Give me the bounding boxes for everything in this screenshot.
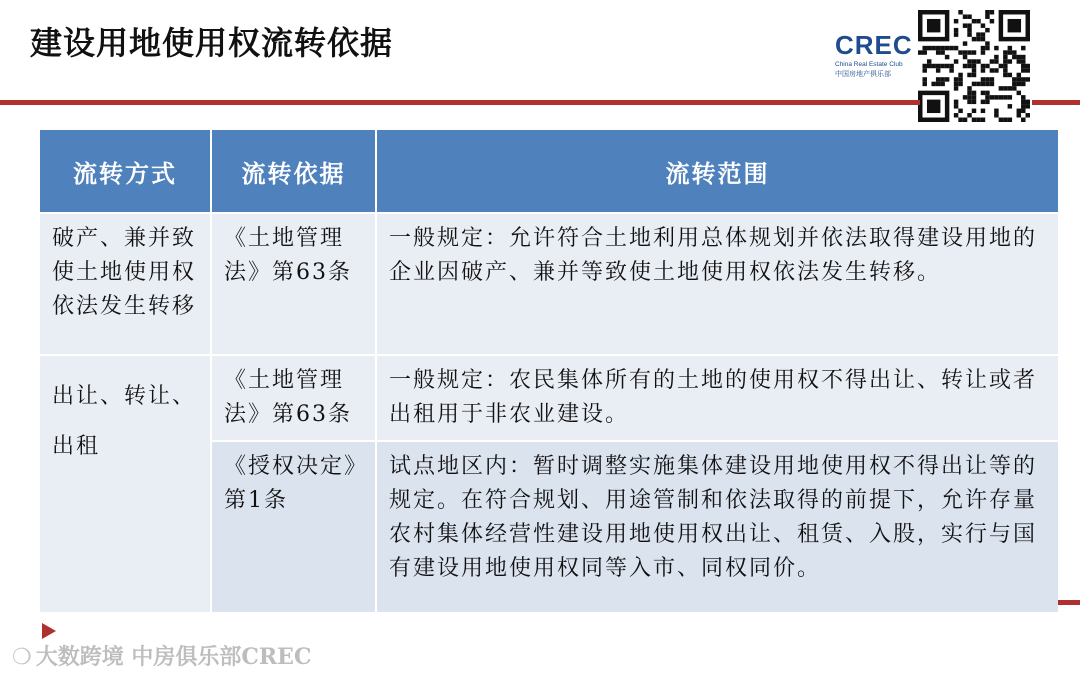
header-basis: 流转依据: [211, 129, 376, 213]
cell-basis: 《授权决定》第1条: [211, 441, 376, 613]
cell-method: 出让、转让、出租: [39, 355, 211, 613]
cell-scope: 一般规定：农民集体所有的土地的使用权不得出让、转让或者出租用于非农业建设。: [376, 355, 1059, 441]
bottom-accent: [1058, 600, 1080, 605]
table-header-row: [39, 129, 1059, 213]
table-row: [39, 355, 1059, 441]
watermark-text: 大数跨境 中房俱乐部CREC: [35, 644, 312, 670]
logo-sub-text: China Real Estate Club: [835, 61, 903, 68]
chat-bubble-icon: ❍: [12, 645, 32, 670]
slide-title: 建设用地使用权流转依据: [30, 24, 394, 62]
cell-scope: 试点地区内：暂时调整实施集体建设用地使用权不得出让等的规定。在符合规划、用途管制和依法取得的前提下，允许存量农村集体经营性建设用地使用权出让、租赁、入股，实行与国有建设用地使用权同等入市、同权同价。: [376, 441, 1059, 613]
qr-code-icon: [918, 10, 1030, 122]
title-divider: [0, 100, 920, 105]
header-scope: 流转范围: [376, 129, 1059, 213]
cell-scope: 一般规定：允许符合土地利用总体规划并依法取得建设用地的企业因破产、兼并等致使土地使用权依法发生转移。: [376, 213, 1059, 355]
logo-main-text: CREC: [835, 30, 913, 60]
transfer-table: [38, 128, 1060, 614]
table-row: [39, 213, 1059, 355]
play-triangle-icon: [42, 623, 56, 639]
cell-basis: 《土地管理法》第63条: [211, 213, 376, 355]
logo-cn-text: 中国房地产俱乐部: [835, 70, 891, 78]
crec-logo: [835, 30, 915, 82]
footer-watermark: [12, 642, 311, 672]
title-divider-right: [1032, 100, 1080, 105]
cell-basis: 《土地管理法》第63条: [211, 355, 376, 441]
header-method: 流转方式: [39, 129, 211, 213]
cell-method: 破产、兼并致使土地使用权依法发生转移: [39, 213, 211, 355]
